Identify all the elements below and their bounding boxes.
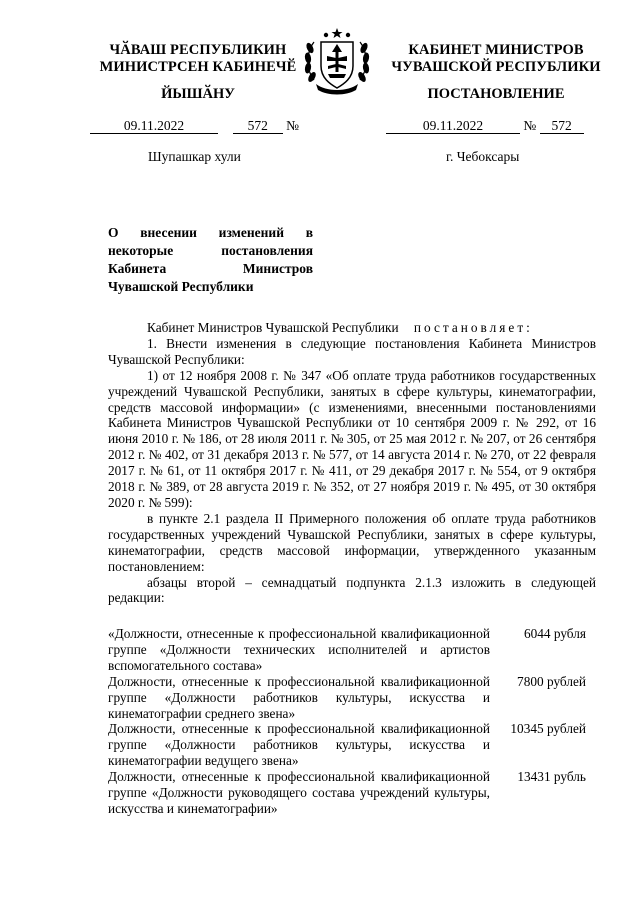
right-number: 572 [540, 119, 584, 134]
body-paragraph-4: в пункте 2.1 раздела II Примерного положения об оплате труда работников государственных учреждений Чувашской Республики, занятых в сфере культуры, кинематографии, средств массовой информации, утвержденного указанным постановлением: [108, 510, 596, 574]
right-doc-type: ПОСТАНОВЛЕНИЕ [427, 86, 565, 102]
right-number-sign: № [523, 118, 537, 133]
salary-row-position: «Должности, отнесенные к профессиональной квалификационной группе «Должности технических исполнителей и артистов вспомогательного состава» [108, 626, 490, 673]
body-paragraph-3: 1) от 12 ноября 2008 г. № 347 «Об оплате труда работников государственных учреждений Чувашской Республики, занятых в сфере культуры, кинематографии, средств массовой информации» (с изменениями, внесенными постановлениями Кабинета Министров Чувашской Республики от 10 сентября 2009 г. № 292, от 16 июня 2010 г. № 186, от 28 июля 2011 г. № 305, от 25 мая 2012 г. № 207, от 26 сентября 2012 г. № 402, от 31 декабря 2013 г. № 577, от 14 августа 2014 г. № 270, от 22 февраля 2017 г. № 61, от 11 октября 2017 г. № 411, от 29 декабря 2017 г. № 554, от 9 октября 2018 г. № 389, от 28 августа 2019 г. № 352, от 27 ноября 2019 г. № 495, от 30 октября 2020 г. № 599): [108, 367, 596, 510]
salary-row-amount: 10345 рублей [510, 721, 586, 737]
document-title: О внесении изменений в некоторые постановления Кабинета Министров Чувашской Республики [108, 225, 313, 294]
left-doc-type: ЙЫШӐНУ [161, 86, 235, 102]
salary-row-position: Должности, отнесенные к профессиональной квалификационной группе «Должности работников культуры, искусства и кинематографии ведущего звена» [108, 721, 490, 769]
header-left-org-line1: ЧӐВАШ РЕСПУБЛИКИН [109, 42, 287, 58]
body-p1-verb: постановляет: [413, 320, 533, 335]
header-left-org [78, 42, 318, 76]
header-right-org-line2: ЧУВАШСКОЙ РЕСПУБЛИКИ [391, 59, 601, 75]
salary-row [108, 721, 596, 769]
left-date-number-line [90, 118, 299, 134]
header-right-org [376, 42, 616, 76]
header-right-org-line1: КАБИНЕТ МИНИСТРОВ [408, 42, 584, 58]
right-place: г. Чебоксары [446, 149, 520, 164]
salary-row-amount: 13431 рубль [517, 769, 586, 785]
body-paragraph-2: 1. Внести изменения в следующие постановления Кабинета Министров Чувашской Республики: [108, 335, 596, 367]
salary-row-amount: 6044 рубля [523, 626, 586, 641]
salary-row-position: Должности, отнесенные к профессиональной квалификационной группе «Должности руководящего состава учреждений культуры, искусства и кинематографии» [108, 769, 490, 816]
left-number: 572 [233, 119, 283, 134]
body-paragraph-5: абзацы второй – семнадцатый подпункта 2.1.3 изложить в следующей редакции: [108, 574, 596, 606]
salary-row-amount: 7800 рублей [517, 673, 586, 689]
salary-row [108, 626, 596, 674]
header-left-org-line2: МИНИСТРСЕН КАБИНЕЧӖ [99, 59, 297, 75]
left-date: 09.11.2022 [90, 119, 218, 134]
salary-table [108, 626, 596, 817]
right-date: 09.11.2022 [386, 119, 520, 134]
right-date-number-line [386, 118, 584, 134]
left-place: Шупашкар хули [148, 149, 241, 164]
document-body [108, 320, 596, 606]
salary-row [108, 769, 596, 817]
left-number-sign: № [286, 118, 300, 133]
body-paragraph-1 [108, 320, 596, 336]
body-p1-lead: Кабинет Министров Чувашской Республики [147, 320, 399, 335]
salary-row-position: Должности, отнесенные к профессиональной квалификационной группе «Должности работников культуры, искусства и кинематографии среднего звена» [108, 673, 490, 721]
salary-row [108, 674, 596, 722]
